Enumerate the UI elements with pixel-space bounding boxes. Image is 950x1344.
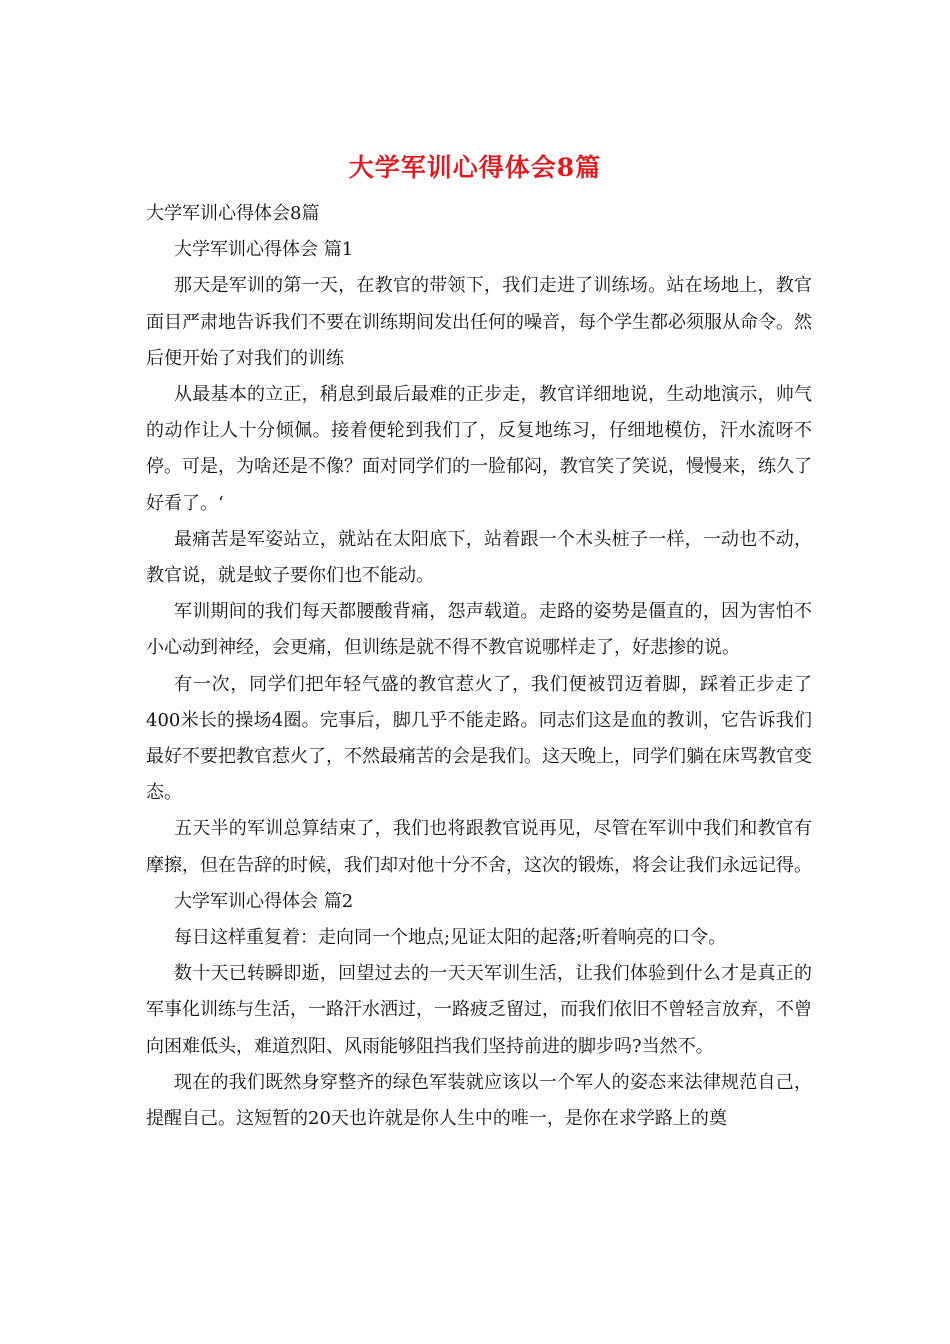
document-body [146,196,812,1137]
intro-title: 大学军训心得体会8篇 [146,203,320,224]
paragraph: 有一次，同学们把年轻气盛的教官惹火了，我们便被罚迈着脚，踩着正步走了400米长的操场4圈。完事后，脚几乎不能走路。同志们这是血的教训，它告诉我们最好不要把教官惹火了，不然最痛苦的会是我们。这天晚上，同学们躺在床骂教官变态。 [146,673,812,804]
paragraph: 最痛苦是军姿站立，就站在太阳底下，站着跟一个木头桩子一样，一动也不动，教官说，就是蚊子要你们也不能动。 [146,528,812,587]
paragraph: 数十天已转瞬即逝，回望过去的一天天军训生活，让我们体验到什么才是真正的军事化训练与生活，一路汗水洒过，一路疲乏留过，而我们依旧不曾轻言放弃，不曾向困难低头，难道烈阳、风雨能够阻挡我们坚持前进的脚步吗?当然不。 [146,963,812,1057]
paragraph: 军训期间的我们每天都腰酸背痛，怨声载道。走路的姿势是僵直的，因为害怕不小心动到神经，会更痛，但训练是就不得不教官说哪样走了，好悲掺的说。 [146,601,812,659]
paragraph: 五天半的军训总算结束了，我们也将跟教官说再见，尽管在军训中我们和教官有摩擦，但在告辞的时候，我们却对他十分不舍，这次的锻炼，将会让我们永远记得。 [146,818,812,876]
paragraph: 现在的我们既然身穿整齐的绿色军装就应该以一个军人的姿态来法律规范自己，提醒自己。这短暂的20天也许就是你人生中的唯一，是你在求学路上的奠 [146,1071,812,1130]
section2-heading: 大学军训心得体会 篇2 [174,890,354,912]
paragraph: 那天是军训的第一天，在教官的带领下，我们走进了训练场。站在场地上，教官面目严肃地告诉我们不要在训练期间发出任何的噪音，每个学生都必须服从命令。然后便开始了对我们的训练 [146,275,812,369]
section1-heading: 大学军训心得体会 篇1 [174,239,354,261]
document-title: 大学军训心得体会8篇 [348,153,602,182]
paragraph: 每日这样重复着：走向同一个地点;见证太阳的起落;听着响亮的口令。 [174,927,727,949]
paragraph: 从最基本的立正，稍息到最后最难的正步走，教官详细地说，生动地演示，帅气的动作让人十分倾佩。接着便轮到我们了，反复地练习，仔细地模仿，汗水流呀不停。可是，为啥还是不像？面对同学们的一脸郁闷，教官笑了笑说，慢慢来，练久了好看了。‘ [146,384,812,514]
